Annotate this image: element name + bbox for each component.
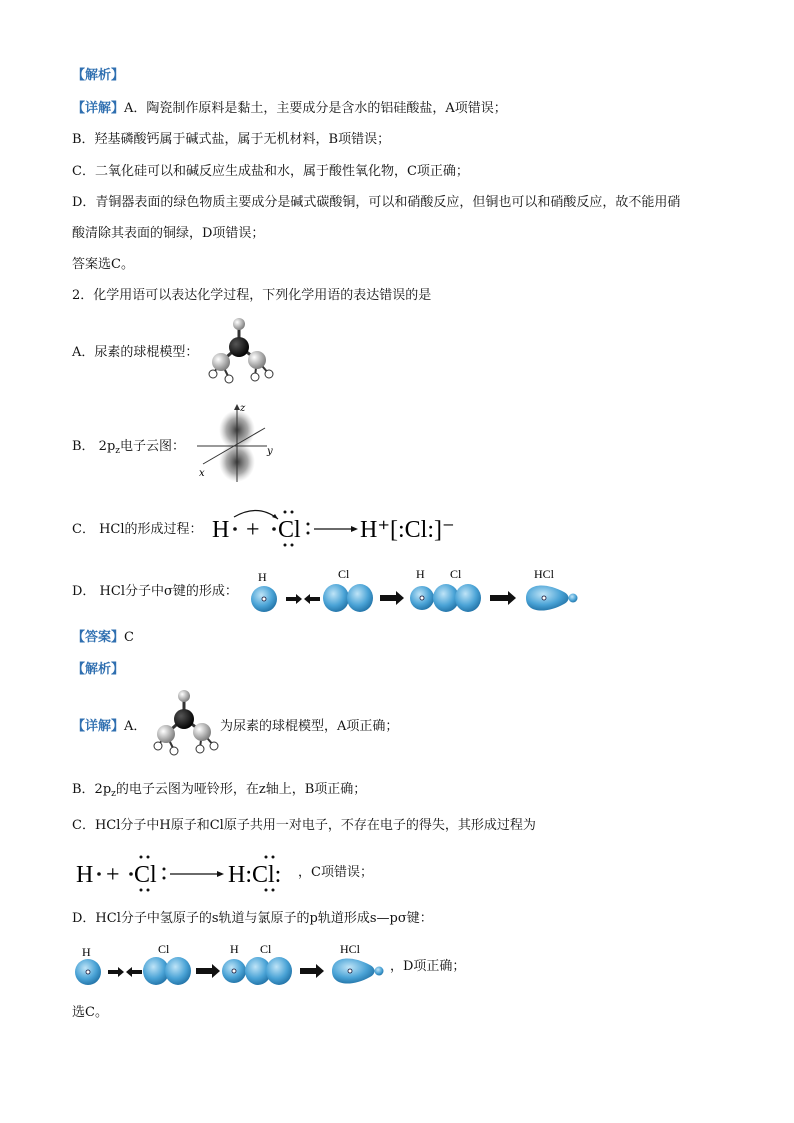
covalent-product: H:Cl: — [228, 862, 282, 888]
detail-tag: 【详解】 — [72, 101, 125, 116]
detail2-a-text: 为尿素的球棍模型，A项正确； — [220, 719, 399, 734]
ionic-product: H⁺[:Cl:]⁻ — [360, 517, 455, 543]
answer-choice-line: 答案选C。 — [72, 257, 134, 272]
option-b-label: B． $2p_z$电子云图： — [72, 439, 186, 456]
axis-label-x: x — [199, 468, 205, 479]
detail2-tag: 【详解】 — [72, 719, 125, 734]
orbital2-label-cl2: Cl — [260, 942, 272, 956]
detail-line-d: D．青铜器表面的绿色物质主要成分是碱式碳酸铜，可以和硝酸反应，但铜也可以和硝酸反应，故不能用硝 — [72, 195, 681, 210]
hcl-formation-ionic-wrong — [212, 505, 464, 549]
urea-ball-stick-model — [205, 316, 279, 386]
option-c-label: C． HCl的形成过程： — [72, 522, 203, 537]
final-answer-line: 选C。 — [72, 1005, 108, 1020]
urea-ball-stick-model-2 — [150, 688, 224, 758]
section-tag-analysis-2: 【解析】 — [72, 662, 125, 677]
electron-cloud-2pz-diagram — [195, 400, 285, 484]
detail-text-a: A．陶瓷制作原料是黏土，主要成分是含水的铝硅酸盐，A项错误； — [124, 101, 507, 116]
detail-line-c: C．二氧化硅可以和碱反应生成盐和水，属于酸性氧化物，C项正确； — [72, 164, 469, 179]
sigma-bond-formation-diagram — [246, 565, 582, 615]
answer-tag: 【答案】 — [72, 630, 125, 645]
answer-line — [72, 629, 134, 647]
orbital-label-hcl: HCl — [534, 567, 555, 581]
detail-line-b: B．羟基磷酸钙属于碱式盐，属于无机材料，B项错误； — [72, 132, 391, 147]
detail-line-d-cont: 酸清除其表面的铜绿，D项错误； — [72, 226, 265, 241]
orbital2-label-h: H — [82, 945, 91, 959]
orbital2-label-hcl: HCl — [340, 942, 361, 956]
option-a-label: A．尿素的球棍模型： — [72, 345, 199, 360]
axis-label-y: y — [267, 446, 273, 457]
orbital-label-cl: Cl — [338, 567, 350, 581]
detail2-tag-line: 【详解】A． — [72, 719, 147, 734]
orbital-label-h: H — [258, 570, 267, 584]
cl-symbol: Cl — [278, 517, 301, 543]
plus-sign: + — [246, 517, 260, 543]
question-stem: 2．化学用语可以表达化学过程，下列化学用语的表达错误的是 — [72, 288, 432, 303]
hcl-formation-covalent — [76, 850, 300, 894]
plus-sign-2: + — [106, 862, 120, 888]
orbital2-label-cl: Cl — [158, 942, 170, 956]
cl-symbol-2: Cl — [134, 862, 157, 888]
detail2-c-line: C．HCl分子中H原子和Cl原子共用一对电子，不存在电子的得失，其形成过程为 — [72, 818, 536, 833]
h-symbol-2: H — [76, 862, 94, 888]
detail2-b-line: B．$2p_z$的电子云图为哑铃形，在z轴上，B项正确； — [72, 782, 367, 799]
orbital-label-h2: H — [416, 567, 425, 581]
detail2-d-line: D．HCl分子中氢原子的s轨道与氯原子的p轨道形成s—pσ键： — [72, 911, 433, 926]
answer-value: C — [124, 630, 134, 645]
section-tag-analysis: 【解析】 — [72, 68, 125, 83]
axis-label-z: z — [240, 403, 246, 414]
detail-line-a — [72, 100, 507, 118]
orbital-label-cl2: Cl — [450, 567, 462, 581]
option-d-label: D． HCl分子中σ键的形成： — [72, 584, 238, 599]
detail2-d-result: ，D项正确； — [390, 959, 466, 974]
orbital2-label-h2: H — [230, 942, 239, 956]
detail2-c-result: ，C项错误； — [298, 865, 373, 880]
h-symbol: H — [212, 517, 230, 543]
sigma-bond-formation-diagram-2 — [72, 940, 388, 990]
